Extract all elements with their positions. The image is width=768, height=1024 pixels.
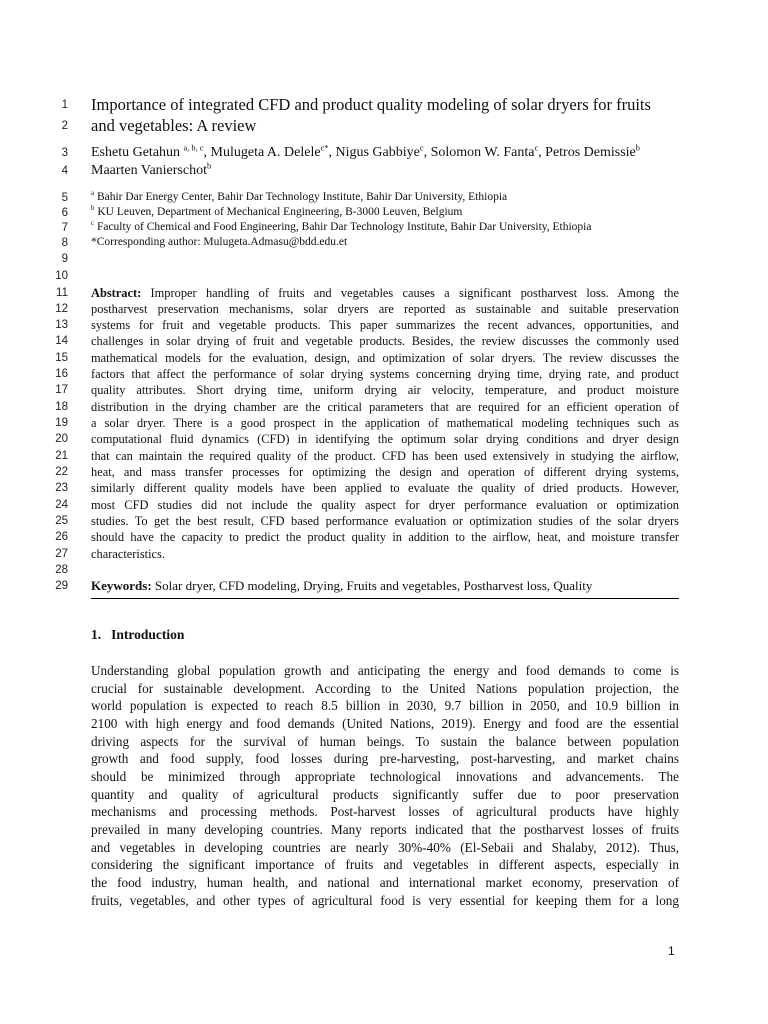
manuscript-line: [0, 350, 768, 367]
affiliation-b: [91, 205, 679, 220]
affiliation-text: Faculty of Chemical and Food Engineering, Bahir Dar Technology Institute, Bahir Dar University, Ethiopia: [96, 221, 592, 233]
author-separator: ,: [328, 145, 336, 160]
abstract-line: postharvest preservation mechanisms, solar dryers are reported as sustainable and suitable preservation: [91, 302, 679, 316]
manuscript-line: [0, 497, 768, 514]
line-number: 29: [55, 580, 68, 592]
line-number: 27: [55, 548, 68, 560]
manuscript-line: [0, 464, 768, 481]
author-name: Mulugeta A. Delele: [210, 145, 321, 160]
line-number: 7: [61, 222, 68, 234]
intro-paragraph-line: world population is expected to reach 8.5 billion in 2030, 9.7 billion in 2050, and 10.9 billion in: [91, 698, 679, 713]
line-number: 10: [55, 270, 68, 282]
line-number: 22: [55, 466, 68, 478]
manuscript-line: [0, 116, 768, 133]
line-number: 20: [55, 433, 68, 445]
line-number: 19: [55, 417, 68, 429]
intro-paragraph-line: 2100 with high energy and food demands (United Nations, 2019). Energy and food are the essential: [91, 716, 679, 731]
manuscript-line: [0, 95, 768, 112]
section-heading-introduction: [91, 627, 184, 643]
line-number: 8: [61, 237, 68, 249]
manuscript-line: [0, 513, 768, 530]
author-affiliation-marker: b: [635, 143, 640, 153]
intro-paragraph-line: quantity and quality of agricultural products significantly suffer due to poor preservation: [91, 787, 679, 802]
intro-paragraph-line: considering the significant importance of fruits and vegetables in different aspects, especially in: [91, 857, 679, 872]
corresponding-author: *Corresponding author: Mulugeta.Admasu@bdd.edu.et: [91, 236, 348, 248]
abstract-line: similarly different quality models have been applied to evaluate the quality of dried products. However,: [91, 481, 679, 495]
line-number: 14: [55, 335, 68, 347]
line-number: 9: [61, 253, 68, 265]
intro-paragraph-line: the food industry, human health, and national and international market economy, preservation of: [91, 875, 679, 890]
line-number: 21: [55, 450, 68, 462]
manuscript-line: [0, 144, 768, 161]
author-affiliation-marker: c*: [320, 143, 329, 153]
line-number: 15: [55, 352, 68, 364]
line-number: 17: [55, 384, 68, 396]
author-name: Eshetu Getahun: [91, 145, 181, 160]
manuscript-line: [0, 448, 768, 465]
abstract-line: mathematical models for the evaluation, design, and optimization of solar dryers. The review discusses the: [91, 351, 679, 365]
abstract-line: a solar dryer. There is a good prospect in the application of mathematical modeling techniques such as: [91, 416, 679, 430]
abstract-line: that can maintain the required quality of the product. CFD has been used extensively in studying the airflow,: [91, 449, 679, 463]
abstract-line: studies. To get the best result, CFD based performance evaluation or optimization studies of the solar dryers: [91, 514, 679, 528]
manuscript-line: [0, 382, 768, 399]
manuscript-line: [0, 268, 768, 285]
author-name: Petros Demissie: [545, 145, 636, 160]
manuscript-line: [0, 546, 768, 563]
manuscript-line: [0, 251, 768, 268]
abstract-line: factors that affect the performance of solar drying systems concerning drying time, drying rate, and product: [91, 367, 679, 381]
line-number: 26: [55, 531, 68, 543]
affiliation-marker: b: [91, 205, 95, 213]
affiliation-c: [91, 220, 679, 235]
section-title: Introduction: [111, 627, 185, 642]
manuscript-line: [0, 399, 768, 416]
affiliation-marker: c: [91, 220, 95, 228]
author-name: Maarten Vanierschot: [91, 163, 207, 178]
keywords-line: [91, 578, 679, 594]
intro-paragraph-line: prevailed in many developing countries. Many reports indicated that the postharvest losses of fruits: [91, 822, 679, 837]
paper-title-line-2: and vegetables: A review: [91, 116, 257, 135]
manuscript-line: [0, 366, 768, 383]
abstract-line: quality attributes. Short drying time, uniform drying air velocity, temperature, and product moisture: [91, 383, 679, 397]
author-separator: ,: [538, 145, 546, 160]
manuscript-line: [0, 578, 768, 595]
manuscript-line: [0, 480, 768, 497]
affiliation-marker: a: [91, 190, 95, 198]
line-number: 2: [61, 120, 68, 132]
author-separator: ,: [203, 145, 211, 160]
page-number: 1: [668, 944, 675, 958]
manuscript-line: [0, 301, 768, 318]
intro-paragraph-line: growth and food supply, food losses during pre-harvesting, post-harvesting, and market chains: [91, 751, 679, 766]
author-affiliation-marker: c: [534, 143, 539, 153]
abstract-line: systems for fruit and vegetable products. This paper summarizes the recent advances, opportunities, and: [91, 318, 679, 332]
manuscript-line: [0, 431, 768, 448]
paper-title-line-1: Importance of integrated CFD and product quality modeling of solar dryers for fruits: [91, 95, 651, 114]
author-separator: ,: [423, 145, 431, 160]
manuscript-line: [0, 162, 768, 179]
line-number: 1: [61, 99, 68, 111]
abstract-line: most CFD studies did not include the quality aspect for dryer performance evaluation or optimization: [91, 498, 679, 512]
line-number: 18: [55, 401, 68, 413]
manuscript-line: [0, 317, 768, 334]
line-number: 3: [61, 147, 68, 159]
intro-paragraph-line: fruits, vegetables, and other types of agricultural food is very essential for keeping them for a long: [91, 893, 679, 908]
abstract-label: Abstract:: [91, 286, 142, 300]
manuscript-line: [0, 285, 768, 302]
line-number: 16: [55, 368, 68, 380]
author-affiliation-marker: c: [419, 143, 424, 153]
intro-paragraph-line: and vegetables in developing countries are nearly 30%-40% (El-Sebaii and Shalaby, 2012). Thus,: [91, 840, 679, 855]
keywords-label: Keywords:: [91, 578, 152, 593]
section-number: 1.: [91, 627, 102, 642]
intro-paragraph-line: crucial for sustainable development. According to the United Nations population projection, the: [91, 681, 679, 696]
intro-paragraph-line: mechanisms and processing methods. Post-harvest losses of agricultural products have highly: [91, 804, 679, 819]
intro-paragraph-line: Understanding global population growth and anticipating the energy and food demands to come is: [91, 663, 679, 678]
author-affiliation-marker: a, b, c: [183, 143, 204, 153]
author-list-continued: [91, 162, 679, 180]
line-number: 12: [55, 303, 68, 315]
line-number: 4: [61, 165, 68, 177]
affiliation-a: [91, 190, 679, 205]
abstract-line: heat, and mass transfer processes for optimizing the design and operation of different drying systems,: [91, 465, 679, 479]
manuscript-line: [0, 415, 768, 432]
manuscript-line: [0, 235, 768, 252]
line-number: 11: [56, 287, 68, 299]
abstract-line: distribution in the drying chamber are the critical parameters that are required for an efficient operation of: [91, 400, 679, 414]
manuscript-line: [0, 562, 768, 579]
intro-paragraph-line: should be minimized through appropriate technological innovations and advancements. The: [91, 769, 679, 784]
intro-paragraph-line: driving aspects for the survival of human beings. To sustain the balance between population: [91, 734, 679, 749]
keywords-text: Solar dryer, CFD modeling, Drying, Fruits and vegetables, Postharvest loss, Quality: [154, 578, 593, 593]
line-number: 6: [61, 207, 68, 219]
author-name: Nigus Gabbiye: [335, 145, 420, 160]
abstract-text: Improper handling of fruits and vegetables causes a significant postharvest loss. Among the: [150, 286, 679, 300]
line-number: 24: [55, 499, 68, 511]
line-number: 25: [55, 515, 68, 527]
abstract-line: [91, 285, 679, 301]
affiliation-text: KU Leuven, Department of Mechanical Engineering, B-3000 Leuven, Belgium: [97, 206, 463, 218]
manuscript-line: [0, 529, 768, 546]
abstract-line: should have the capacity to predict the product quality in addition to the airflow, heat, and moisture transfer: [91, 530, 679, 544]
manuscript-line: [0, 333, 768, 350]
author-name: Solomon W. Fanta: [430, 145, 535, 160]
line-number: 5: [61, 192, 68, 204]
line-number: 28: [55, 564, 68, 576]
line-number: 13: [55, 319, 68, 331]
section-divider: [91, 598, 679, 599]
abstract-line: challenges in solar drying of fruit and vegetable products. Besides, the review discusses the commonly used: [91, 334, 679, 348]
affiliation-text: Bahir Dar Energy Center, Bahir Dar Technology Institute, Bahir Dar University, Ethiopia: [96, 191, 508, 203]
abstract-line: computational fluid dynamics (CFD) in identifying the optimum solar drying conditions and dryer design: [91, 432, 679, 446]
author-affiliation-marker: b: [206, 161, 212, 171]
line-number: 23: [55, 482, 68, 494]
abstract-line: characteristics.: [91, 547, 165, 561]
author-list: [91, 144, 679, 162]
